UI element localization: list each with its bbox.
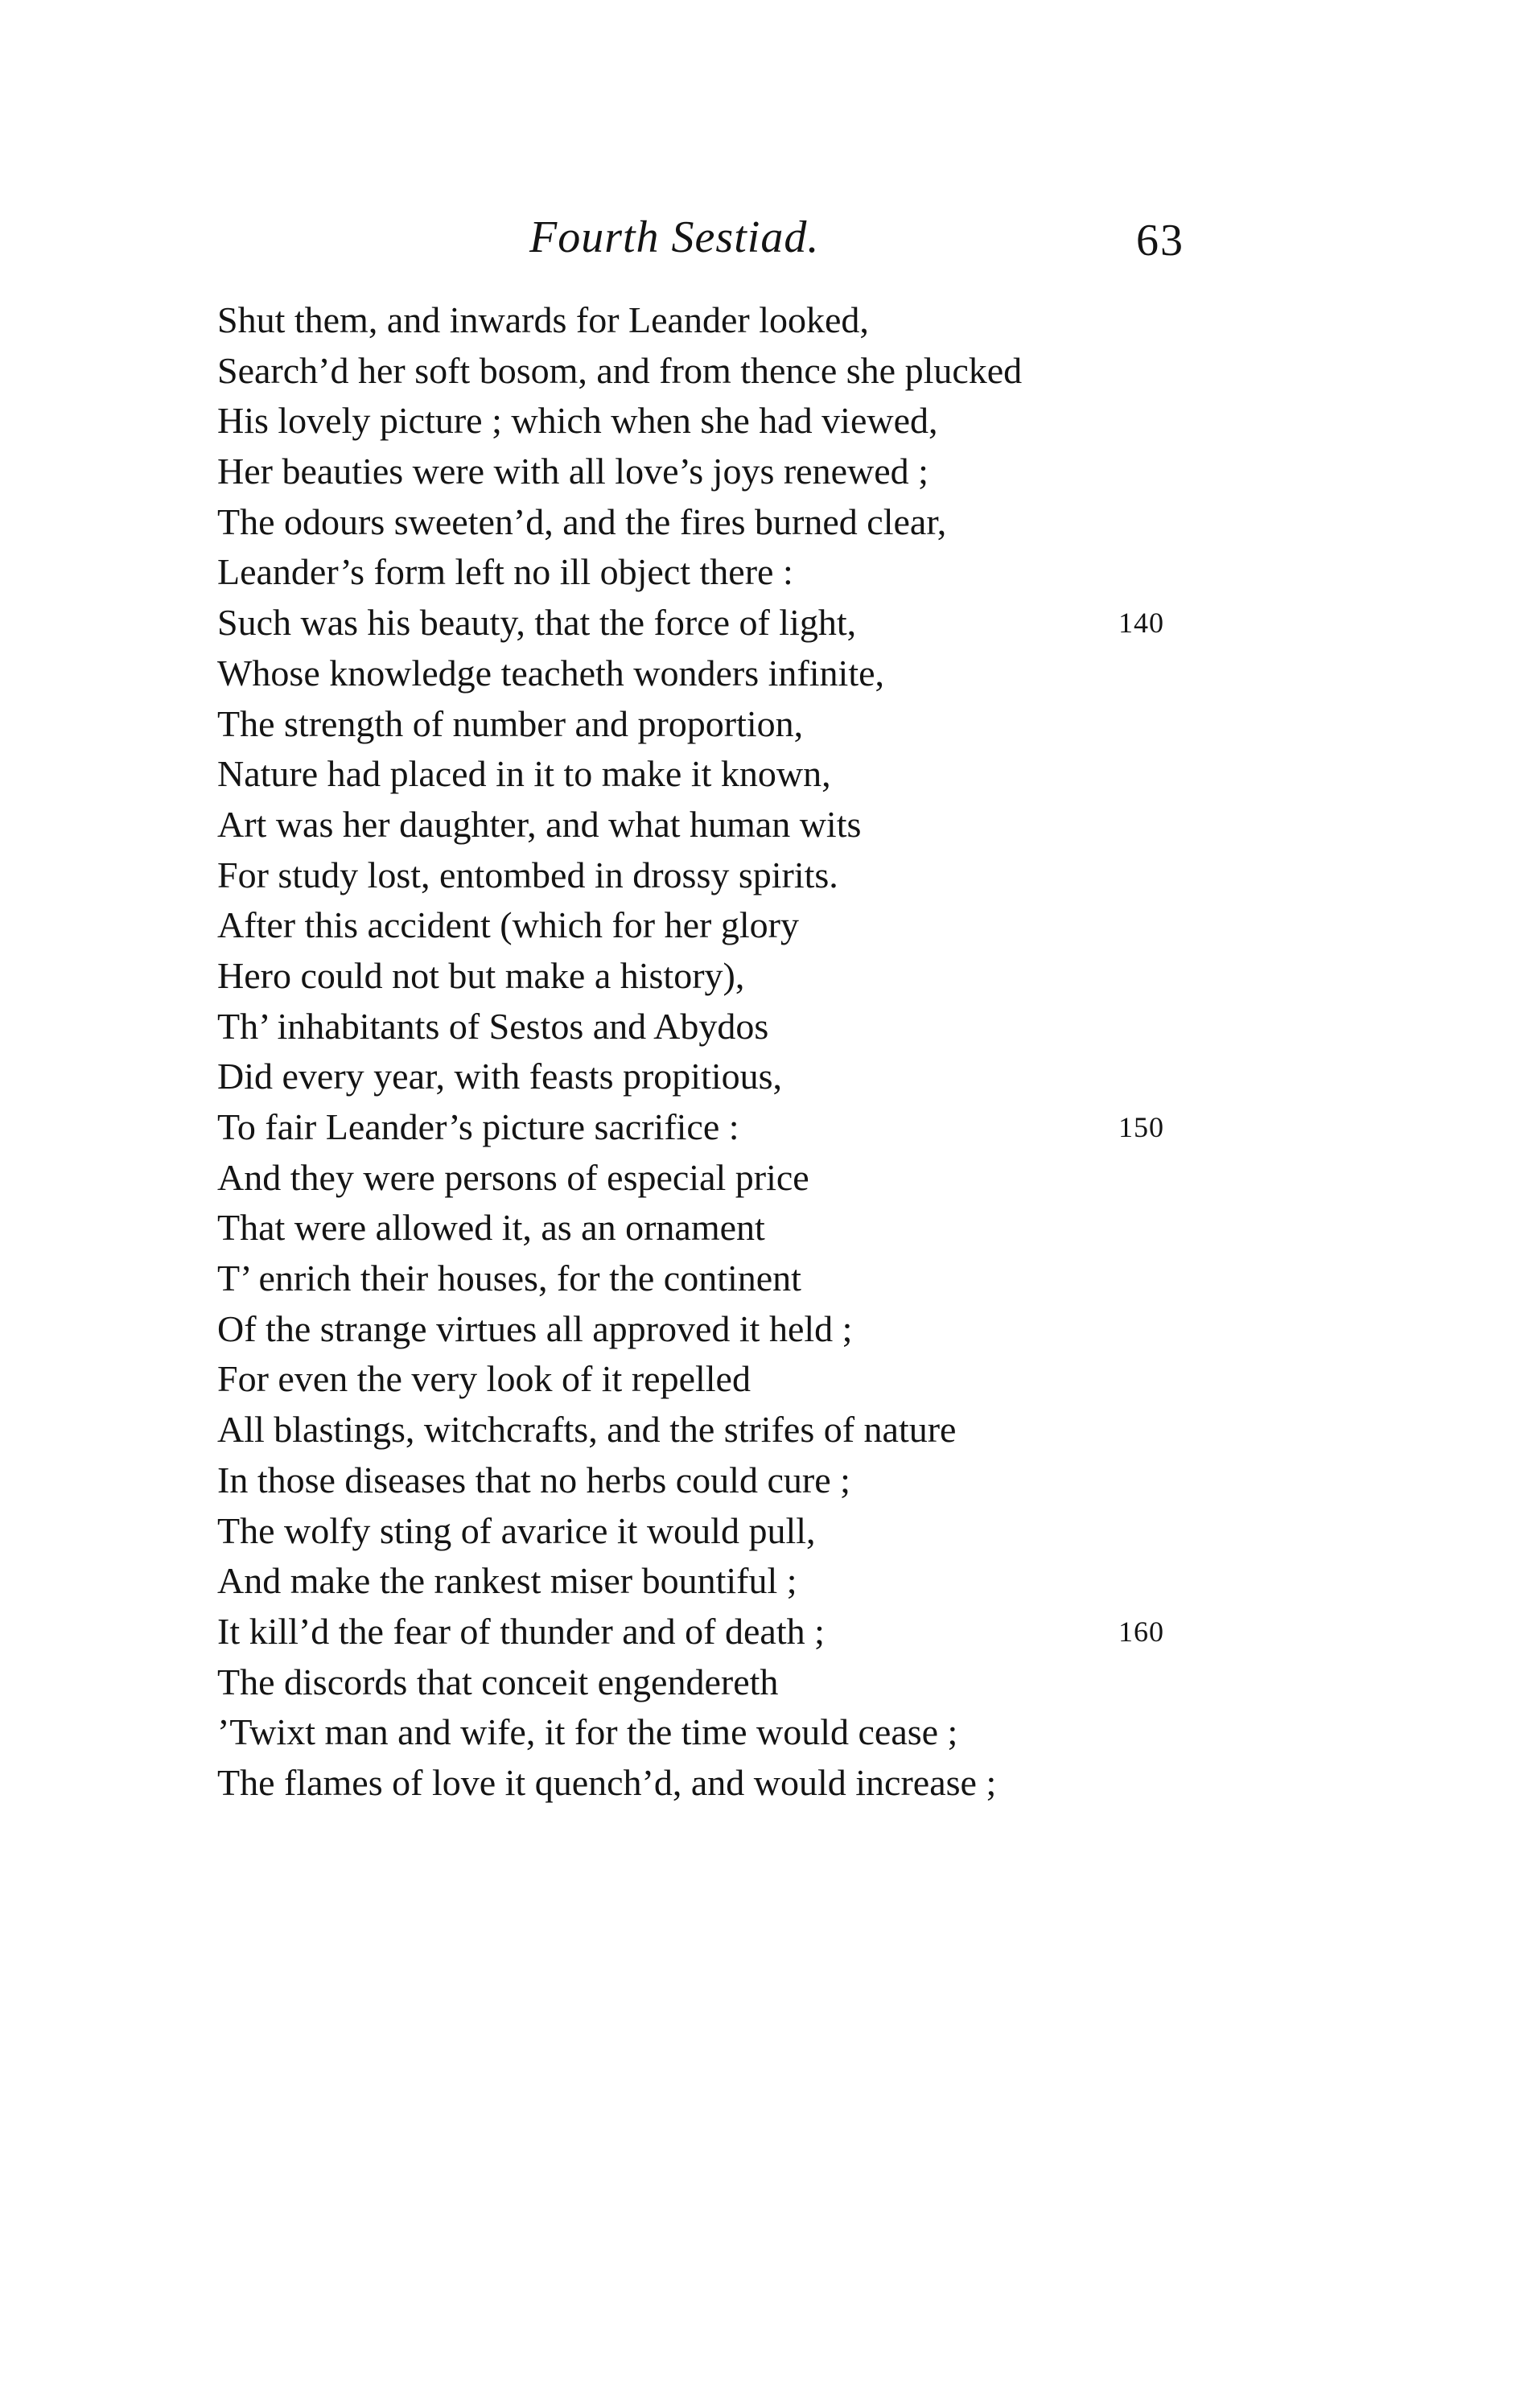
verse-line — [217, 800, 1263, 850]
verse-text: Hero could not but make a history), — [217, 954, 745, 996]
verse-text: Whose knowledge teacheth wonders infinite, — [217, 652, 885, 694]
verse-line — [217, 598, 1263, 648]
verse-text: The wolfy sting of avarice it would pull, — [217, 1509, 816, 1551]
verse-line — [217, 1758, 1263, 1809]
verse-text: Art was her daughter, and what human wits — [217, 803, 862, 845]
verse-text: It kill’d the fear of thunder and of death ; — [217, 1610, 825, 1652]
verse-line — [217, 295, 1263, 346]
verse-line — [217, 951, 1263, 1002]
verse-line — [217, 346, 1263, 397]
verse-line — [217, 900, 1263, 951]
verse-line — [217, 648, 1263, 699]
verse-line — [217, 1506, 1263, 1557]
line-number: 140 — [1118, 607, 1164, 640]
verse-text: After this accident (which for her glory — [217, 904, 799, 946]
verse-text: That were allowed it, as an ornament — [217, 1207, 765, 1249]
verse-text: Of the strange virtues all approved it held ; — [217, 1307, 853, 1349]
verse-text: All blastings, witchcrafts, and the strifes of nature — [217, 1409, 957, 1451]
verse-line — [217, 749, 1263, 800]
verse-text: Th’ inhabitants of Sestos and Abydos — [217, 1005, 769, 1047]
verse-text: Such was his beauty, that the force of light, — [217, 602, 857, 644]
verse-text: The strength of number and proportion, — [217, 702, 804, 744]
verse-text: T’ enrich their houses, for the continent — [217, 1258, 801, 1299]
verse-line — [217, 396, 1263, 447]
verse-text: His lovely picture ; which when she had viewed, — [217, 400, 938, 442]
verse-text: And make the rankest miser bountiful ; — [217, 1560, 797, 1602]
verse-line — [217, 1304, 1263, 1355]
verse-line — [217, 1002, 1263, 1052]
verse-text: The odours sweeten’d, and the fires burned clear, — [217, 500, 947, 542]
verse-line — [217, 1052, 1263, 1102]
verse-text: Did every year, with feasts propitious, — [217, 1056, 783, 1097]
verse-line — [217, 497, 1263, 548]
verse-text: ’Twixt man and wife, it for the time would cease ; — [217, 1711, 958, 1753]
verse-text: Shut them, and inwards for Leander looked, — [217, 299, 869, 340]
section-title: Fourth Sestiad. — [529, 212, 820, 262]
verse-line — [217, 1254, 1263, 1304]
verse-text: For study lost, entombed in drossy spirits. — [217, 854, 838, 895]
line-number: 150 — [1118, 1111, 1164, 1143]
verse-text: In those diseases that no herbs could cure ; — [217, 1459, 850, 1501]
verse-text: Search’d her soft bosom, and from thence she plucked — [217, 349, 1023, 391]
verse-line — [217, 699, 1263, 750]
line-number: 160 — [1118, 1615, 1164, 1648]
verse-text: And they were persons of especial price — [217, 1156, 809, 1198]
verse-line — [217, 1607, 1263, 1657]
verse-line — [217, 1707, 1263, 1758]
verse-line — [217, 1354, 1263, 1405]
verse-line — [217, 1657, 1263, 1708]
verse-text: To fair Leander’s picture sacrifice : — [217, 1106, 739, 1147]
verse-text: Leander’s form left no ill object there : — [217, 551, 793, 593]
verse-text: The discords that conceit engendereth — [217, 1661, 779, 1702]
verse-text: For even the very look of it repelled — [217, 1358, 751, 1400]
verse-text: Her beauties were with all love’s joys renewed ; — [217, 451, 929, 492]
verse-line — [217, 1203, 1263, 1254]
verse-line — [217, 547, 1263, 598]
verse-line — [217, 1455, 1263, 1506]
verse-line — [217, 1153, 1263, 1204]
verse-line — [217, 447, 1263, 497]
page-number: 63 — [1136, 216, 1184, 266]
running-head — [0, 205, 1540, 270]
verse-line — [217, 1102, 1263, 1153]
verse-text: The flames of love it quench’d, and would increase ; — [217, 1761, 997, 1803]
verse-line — [217, 1556, 1263, 1607]
poem-text — [217, 295, 1263, 1809]
verse-line — [217, 1405, 1263, 1455]
verse-line — [217, 850, 1263, 901]
verse-text: Nature had placed in it to make it known, — [217, 753, 831, 795]
